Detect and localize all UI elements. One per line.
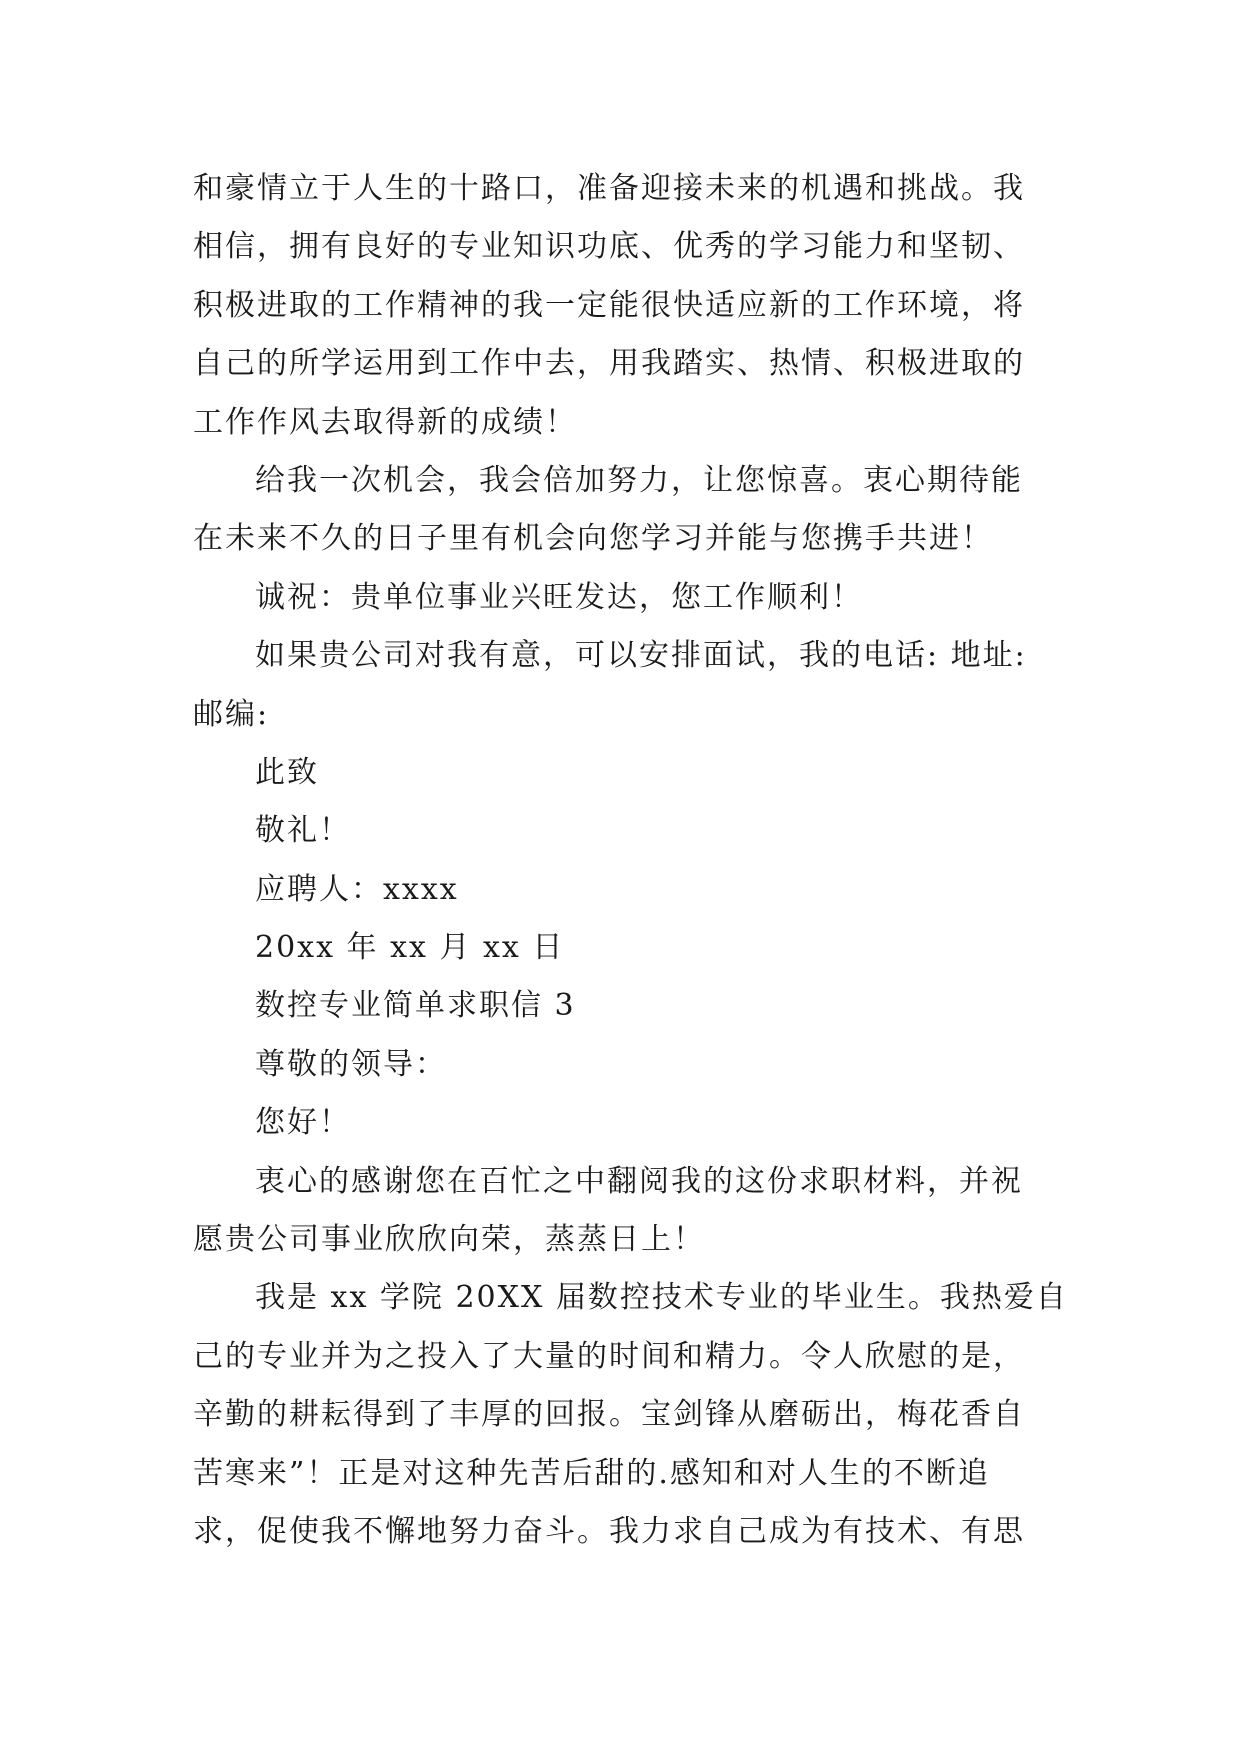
text-line: 辛勤的耕耘得到了丰厚的回报。宝剑锋从磨砺出，梅花香自 [193, 1397, 1025, 1433]
text-line: 诚祝：贵单位事业兴旺发达，您工作顺利！ [255, 579, 863, 615]
text-line: 愿贵公司事业欣欣向荣，蒸蒸日上！ [193, 1222, 705, 1258]
text-line: 我是 xx 学院 20XX 届数控技术专业的毕业生。我热爱自 [255, 1280, 1068, 1316]
text-line: 苦寒来”！正是对这种先苦后甜的.感知和对人生的不断追 [193, 1455, 990, 1491]
text-line: 和豪情立于人生的十路口，准备迎接未来的机遇和挑战。我 [193, 171, 1025, 206]
text-line: 敬礼！ [255, 813, 351, 849]
text-line: 20xx 年 xx 月 xx 日 [255, 930, 565, 966]
text-line: 邮编: [193, 696, 270, 732]
text-line: 自己的所学运用到工作中去，用我踏实、热情、积极进取的 [193, 346, 1025, 382]
text-line: 给我一次机会，我会倍加努力，让您惊喜。衷心期待能 [255, 462, 1023, 498]
text-line: 数控专业简单求职信 3 [255, 988, 576, 1024]
text-line: 如果贵公司对我有意，可以安排面试，我的电话: 地址: [255, 638, 1027, 674]
text-line: 衷心的感谢您在百忙之中翻阅我的这份求职材料，并祝 [255, 1163, 1023, 1199]
text-line: 此致 [255, 754, 319, 790]
text-line: 尊敬的领导： [255, 1046, 447, 1082]
text-line: 应聘人：xxxx [255, 871, 459, 907]
text-line: 求，促使我不懈地努力奋斗。我力求自己成为有技术、有思 [193, 1513, 1025, 1549]
text-line: 积极进取的工作精神的我一定能很快适应新的工作环境，将 [193, 287, 1025, 323]
text-line: 相信，拥有良好的专业知识功底、优秀的学习能力和坚韧、 [193, 229, 1025, 265]
text-line: 您好！ [255, 1105, 351, 1141]
document-body [193, 160, 1068, 1561]
text-line: 工作作风去取得新的成绩！ [193, 404, 577, 440]
text-line: 在未来不久的日子里有机会向您学习并能与您携手共进！ [193, 521, 993, 557]
text-line: 己的专业并为之投入了大量的时间和精力。令人欣慰的是， [193, 1338, 1025, 1374]
